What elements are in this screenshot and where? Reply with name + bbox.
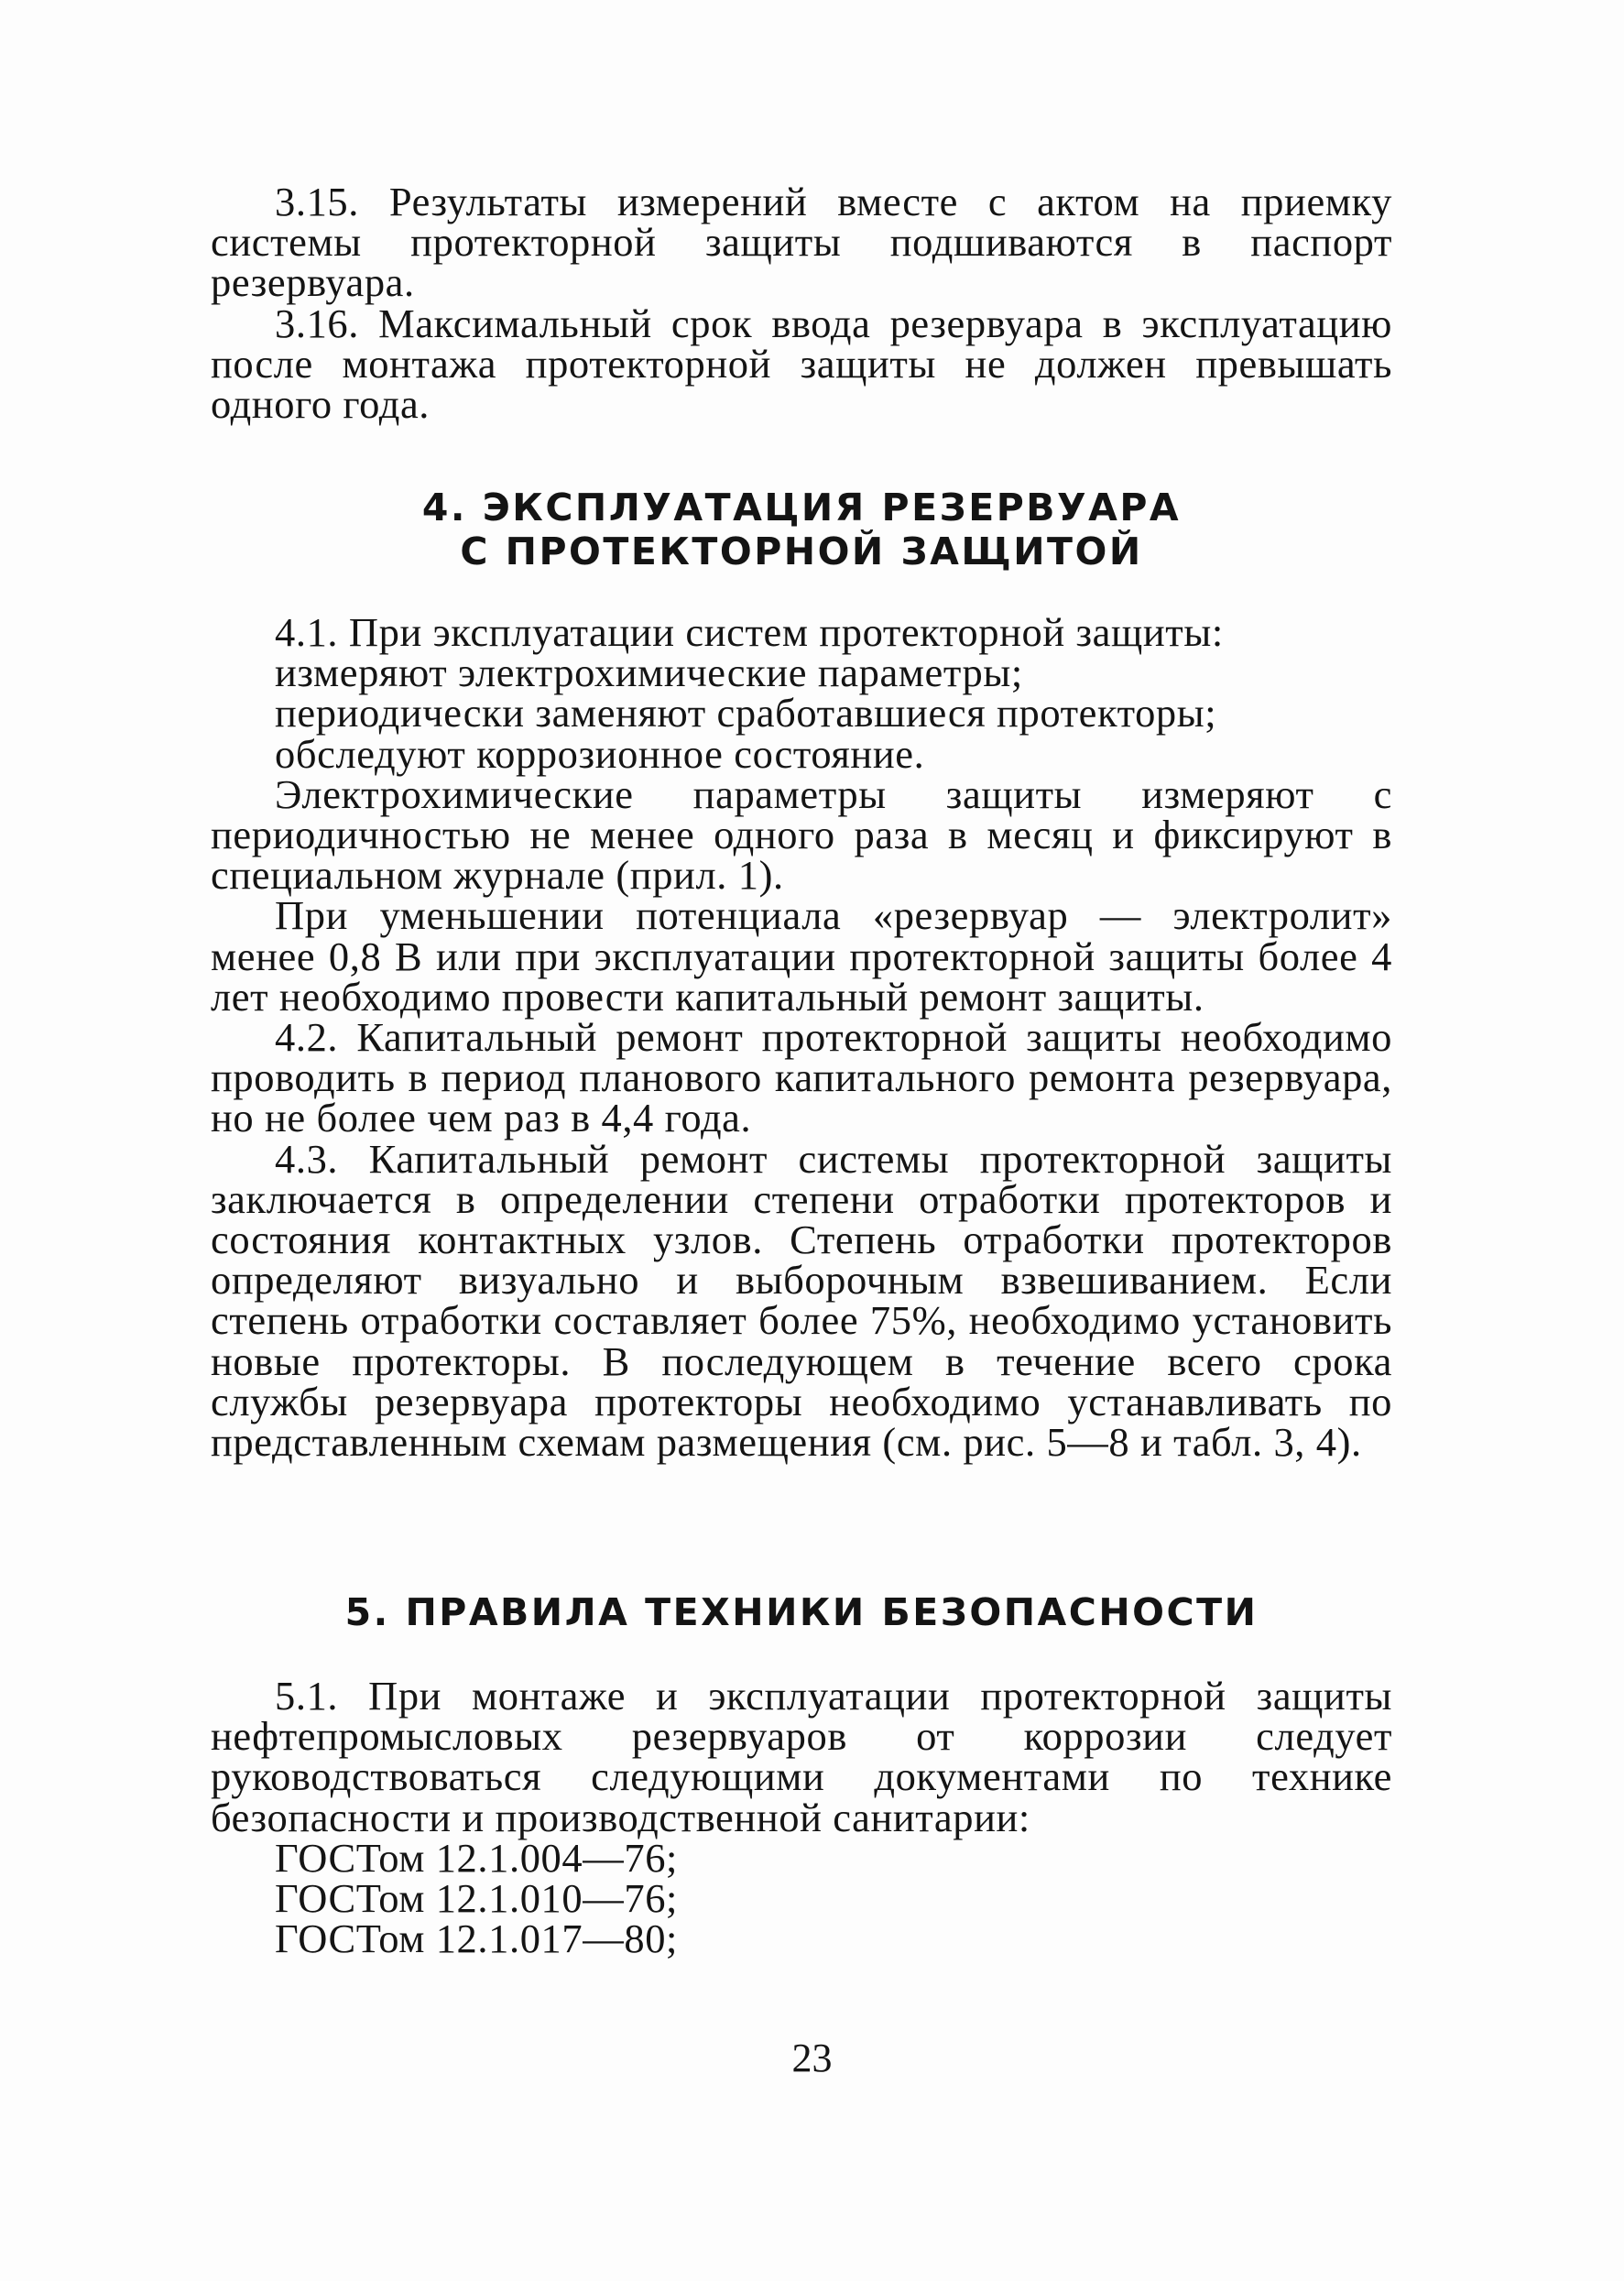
section-5-body — [211, 1673, 1392, 1962]
paragraph-potential: При уменьшении потенциала «резервуар — электролит» менее 0,8 В или при эксплуатации протекторной защиты более 4 лет необходимо провести капитальный ремонт защиты. — [211, 892, 1392, 1020]
standard-item: ГОСТом 12.1.017—80; — [275, 1915, 679, 1962]
standard-item: ГОСТом 12.1.004—76; — [275, 1834, 679, 1881]
section-4-heading — [211, 486, 1392, 573]
paragraph-3-15: 3.15. Результаты измерений вместе с актом на приемку системы протекторной защиты подшиваются в паспорт резервуара. — [211, 179, 1392, 306]
section-3-tail — [211, 179, 1392, 428]
section-4-heading-line-1: 4. ЭКСПЛУАТАЦИЯ РЕЗЕРВУАРА — [421, 486, 1182, 529]
paragraph-4-3: 4.3. Капитальный ремонт системы протекторной защиты заключается в определении степени отработки протекторов и состояния контактных узлов. Степень отработки протекторов определяют визуально и выборочным взвешиванием. Если степень отработки составляет более 75%, необходимо установить новые протекторы. В последующем в течение всего срока службы резервуара протекторы необходимо устанавливать по представленным схемам размещения (см. рис. 5—8 и табл. 3, 4). — [211, 1135, 1392, 1466]
section-4-heading-line-2: С ПРОТЕКТОРНОЙ ЗАЩИТОЙ — [460, 529, 1143, 573]
paragraph-3-16: 3.16. Максимальный срок ввода резервуара в эксплуатацию после монтажа протекторной защиты не должен превышать одного года. — [211, 300, 1392, 428]
list-item: обследуют коррозионное состояние. — [275, 730, 925, 777]
standard-item: ГОСТом 12.1.010—76; — [275, 1875, 679, 1922]
paragraph-4-2: 4.2. Капитальный ремонт протекторной защиты необходимо проводить в период планового капитального ремонта резервуара, но не более чем раз в 4,4 года. — [211, 1014, 1392, 1141]
paragraph-4-1-intro: 4.1. При эксплуатации систем протекторной защиты: — [275, 609, 1224, 655]
paragraph-electrochemical: Электрохимические параметры защиты измеряют с периодичностью не менее одного раза в месяц и фиксируют в специальном журнале (прил. 1). — [211, 770, 1392, 899]
paragraph-5-1: 5.1. При монтаже и эксплуатации протекторной защиты нефтепромысловых резервуаров от коррозии следует руководствоваться следующими документами по технике безопасности и производственной санитарии: — [211, 1673, 1392, 1840]
section-5-heading: 5. ПРАВИЛА ТЕХНИКИ БЕЗОПАСНОСТИ — [344, 1590, 1259, 1634]
section-4-body — [211, 609, 1392, 1466]
page-number: 23 — [791, 2035, 833, 2080]
list-item: измеряют электрохимические параметры; — [275, 649, 1023, 696]
list-item: периодически заменяют сработавшиеся протекторы; — [275, 690, 1217, 737]
